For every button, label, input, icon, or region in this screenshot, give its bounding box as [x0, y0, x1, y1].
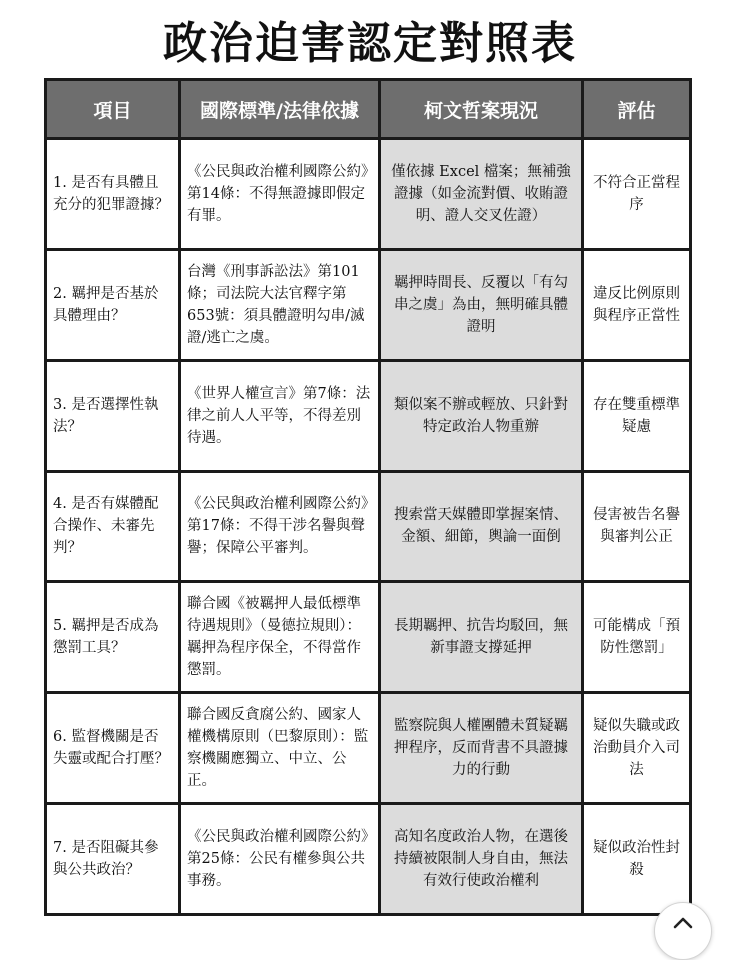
row-standard: 《公民與政治權利國際公約》第14條：不得無證據即假定有罪。 [180, 139, 380, 250]
header-case: 柯文哲案現況 [380, 80, 583, 139]
row-standard: 聯合國反貪腐公約、國家人權機構原則（巴黎原則）：監察機關應獨立、中立、公正。 [180, 693, 380, 804]
row-case: 搜索當天媒體即掌握案情、金額、細節，輿論一面倒 [380, 471, 583, 582]
header-item: 項目 [46, 80, 180, 139]
row-item: 3. 是否選擇性執法？ [46, 360, 180, 471]
scroll-to-top-button[interactable] [654, 902, 712, 960]
row-item: 6. 監督機關是否失靈或配合打壓？ [46, 693, 180, 804]
table-row [46, 471, 691, 582]
row-standard: 台灣《刑事訴訟法》第101條；司法院大法官釋字第653號：須具體證明勾串/滅證/逃亡之虞。 [180, 249, 380, 360]
row-standard: 《公民與政治權利國際公約》第25條：公民有權參與公共事務。 [180, 804, 380, 915]
header-standard: 國際標準/法律依據 [180, 80, 380, 139]
row-eval: 疑似失職或政治動員介入司法 [583, 693, 691, 804]
row-case: 監察院與人權團體未質疑羈押程序，反而背書不具證據力的行動 [380, 693, 583, 804]
row-eval: 存在雙重標準疑慮 [583, 360, 691, 471]
table-header-row [46, 80, 691, 139]
row-standard: 聯合國《被羈押人最低標準待遇規則》（曼德拉規則）：羈押為程序保全，不得當作懲罰。 [180, 582, 380, 693]
row-item: 1. 是否有具體且充分的犯罪證據？ [46, 139, 180, 250]
row-standard: 《世界人權宣言》第7條：法律之前人人平等，不得差別待遇。 [180, 360, 380, 471]
row-item: 4. 是否有媒體配合操作、未審先判？ [46, 471, 180, 582]
row-eval: 違反比例原則與程序正當性 [583, 249, 691, 360]
comparison-table [44, 78, 692, 916]
row-eval: 不符合正當程序 [583, 139, 691, 250]
chevron-up-icon [672, 915, 694, 931]
header-eval: 評估 [583, 80, 691, 139]
table-row [46, 360, 691, 471]
row-case: 僅依據 Excel 檔案；無補強證據（如金流對價、收賄證明、證人交叉佐證） [380, 139, 583, 250]
row-eval: 疑似政治性封殺 [583, 804, 691, 915]
table-row [46, 582, 691, 693]
table-row [46, 249, 691, 360]
table-row [46, 804, 691, 915]
row-standard: 《公民與政治權利國際公約》第17條：不得干涉名譽與聲譽；保障公平審判。 [180, 471, 380, 582]
row-item: 2. 羈押是否基於具體理由？ [46, 249, 180, 360]
row-case: 長期羈押、抗告均駁回，無新事證支撐延押 [380, 582, 583, 693]
row-case: 類似案不辦或輕放、只針對特定政治人物重辦 [380, 360, 583, 471]
row-item: 7. 是否阻礙其參與公共政治？ [46, 804, 180, 915]
row-case: 高知名度政治人物，在選後持續被限制人身自由，無法有效行使政治權利 [380, 804, 583, 915]
row-eval: 侵害被告名譽與審判公正 [583, 471, 691, 582]
table-row [46, 693, 691, 804]
row-case: 羈押時間長、反覆以「有勾串之虞」為由，無明確具體證明 [380, 249, 583, 360]
table-row [46, 139, 691, 250]
row-eval: 可能構成「預防性懲罰」 [583, 582, 691, 693]
page-title: 政治迫害認定對照表 [163, 18, 577, 69]
row-item: 5. 羈押是否成為懲罰工具？ [46, 582, 180, 693]
